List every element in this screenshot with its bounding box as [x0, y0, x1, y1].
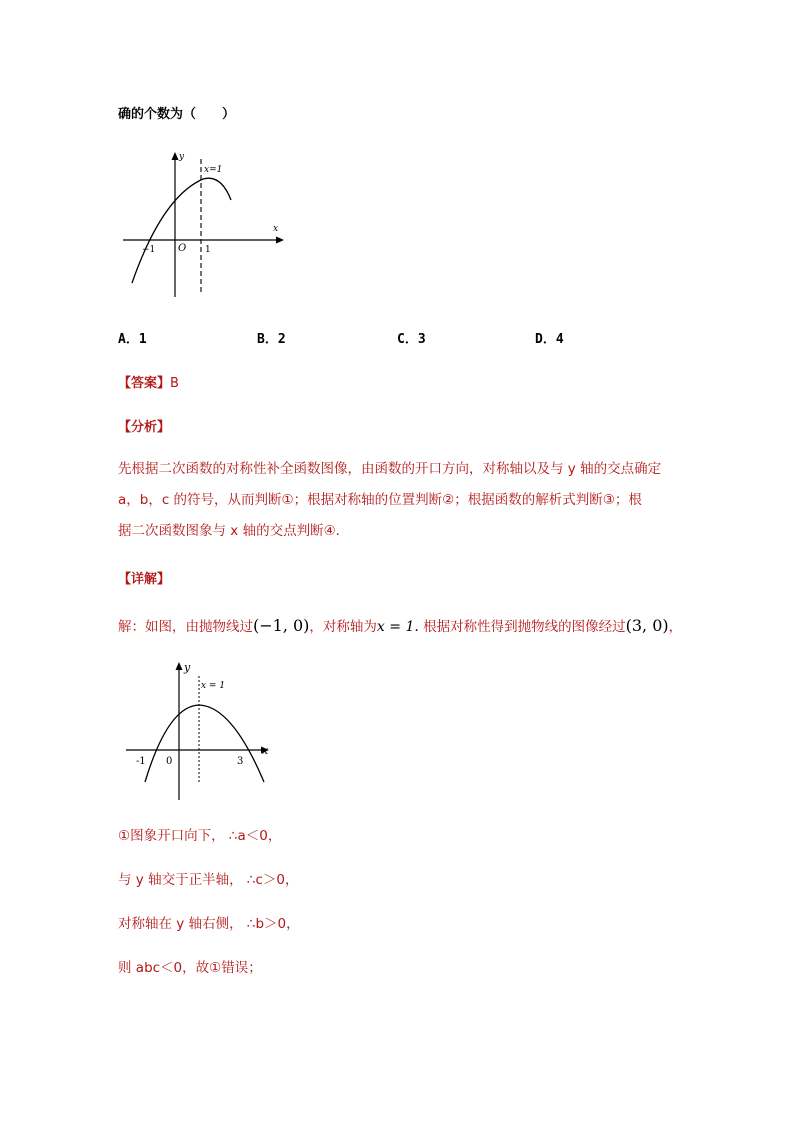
- analysis-tag: 【分析】: [118, 420, 171, 435]
- analysis-line-2: a，b，c 的符号，从而判断①；根据对称轴的位置判断②；根据函数的解析式判断③；根: [118, 492, 642, 508]
- parabola-graph-2: [124, 660, 274, 802]
- choice-d: D．4: [535, 332, 564, 347]
- point-neg-one: (−1, 0): [253, 616, 310, 635]
- answer-value: B: [170, 376, 179, 391]
- axis-eq-label-2: x = 1: [201, 681, 226, 691]
- neg-one-label: −1: [142, 245, 156, 255]
- parabola-curve: [132, 178, 231, 283]
- choice-c: C．3: [397, 332, 426, 347]
- x-label: x: [273, 224, 279, 234]
- x-label-2: x: [262, 744, 269, 757]
- three-label-2: 3: [237, 756, 244, 767]
- choice-b: B．2: [257, 332, 286, 347]
- x-axis-arrow: [276, 237, 284, 244]
- analysis-line-3: 据二次函数图象与 x 轴的交点判断④．: [118, 523, 350, 539]
- parabola-curve-2: [145, 705, 264, 782]
- y-axis-arrow: [172, 152, 179, 160]
- question-text: 确的个数为（ ）: [118, 107, 236, 122]
- answer-line: [118, 372, 179, 391]
- point-three: (3, 0): [625, 616, 669, 635]
- step-2: 与 y 轴交于正半轴， ∴c＞0，: [118, 872, 299, 888]
- choice-a: A．1: [118, 332, 147, 347]
- origin-label: O: [178, 243, 187, 254]
- parabola-graph-1: [118, 145, 288, 305]
- step-1: ①图象开口向下， ∴a＜0，: [118, 828, 282, 844]
- y-label: y: [179, 152, 185, 162]
- detail-tag: 【详解】: [118, 572, 171, 587]
- zero-label-2: 0: [166, 756, 173, 767]
- answer-tag: 【答案】: [118, 376, 171, 391]
- solution-line: 解：如图，由抛物线过(−1, 0)，对称轴为x = 1. 根据对称性得到抛物线的图像经过(3, 0)，: [118, 616, 683, 635]
- y-label-2: y: [184, 661, 191, 674]
- step-3: 对称轴在 y 轴右侧， ∴b＞0，: [118, 916, 300, 932]
- step-4: 则 abc＜0，故①错误；: [118, 960, 262, 976]
- axis-equation: x = 1.: [376, 619, 419, 635]
- axis-eq-label: x=1: [204, 165, 223, 175]
- one-label: 1: [205, 245, 211, 255]
- y-axis-arrow-2: [176, 662, 183, 670]
- analysis-line-1: 先根据二次函数的对称性补全函数图像，由函数的开口方向，对称轴以及与 y 轴的交点确定: [118, 461, 662, 477]
- neg-one-label-2: -1: [136, 756, 146, 767]
